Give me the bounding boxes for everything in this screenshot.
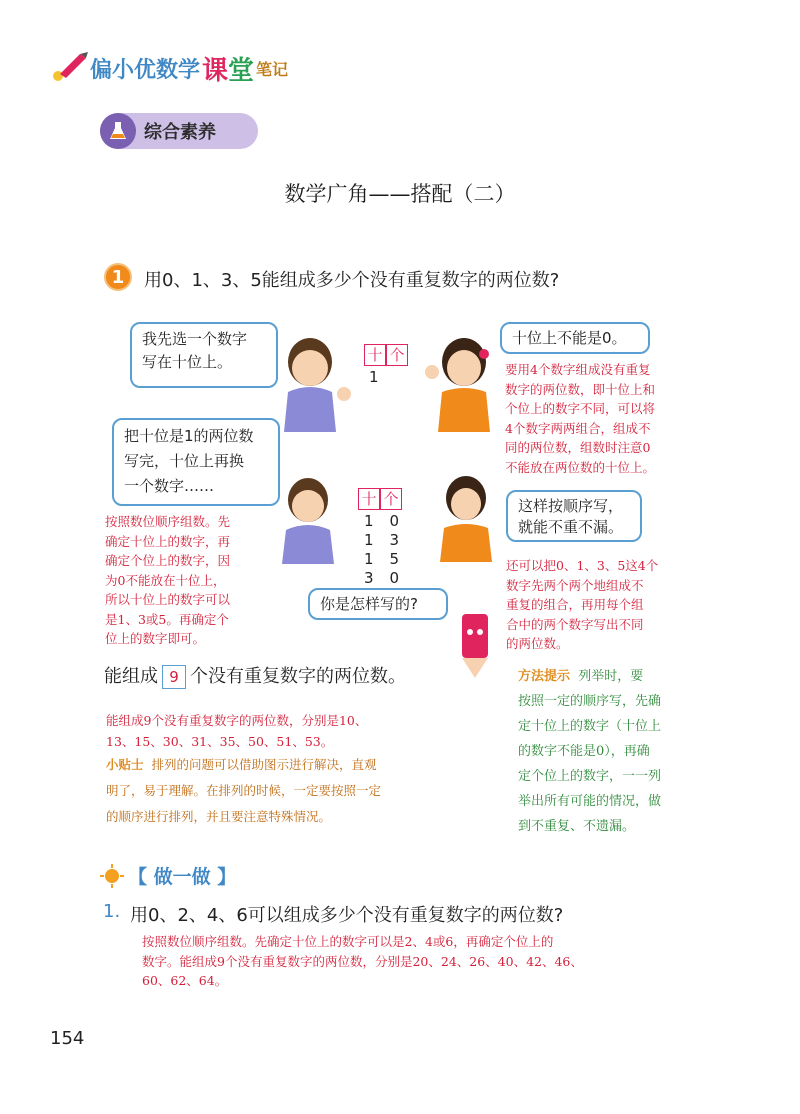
- ones-label: 个: [386, 344, 408, 366]
- tip-line: 的顺序进行排列，并且要注意特殊情况。: [106, 809, 332, 824]
- note-line: 不能放在两位数的十位上。: [505, 459, 656, 475]
- girl-speech-bubble-1: 十位上不能是0。: [500, 322, 650, 354]
- brand-biji: 笔记: [256, 59, 289, 79]
- brand-ke: 课: [202, 55, 229, 86]
- section-label: 综合素养: [144, 122, 216, 143]
- number-row: 1 3: [364, 531, 400, 549]
- bubble-line: 我先选一个数字: [142, 330, 248, 348]
- exercise-text: 用0、2、4、6可以组成多少个没有重复数字的两位数?: [130, 905, 564, 926]
- pencil-logo-icon: [50, 48, 90, 88]
- page-title: 数学广角——搭配（二）: [284, 182, 516, 206]
- question-number-badge: 1: [104, 263, 132, 291]
- method-title: 方法提示: [518, 669, 571, 684]
- note-line: 合中的两个数字写出不同: [506, 616, 644, 632]
- practice-header: [100, 862, 236, 889]
- page-number: 154: [50, 1028, 85, 1049]
- method-line: 举出所有可能的情况，做: [518, 794, 662, 809]
- note-line: 能组成9个没有重复数字的两位数，分别是10、: [106, 713, 368, 728]
- note-line: 要用4个数字组成没有重复: [505, 362, 651, 377]
- note-line: 数字先两个两个地组成不: [506, 577, 644, 593]
- note-line: 按照数位顺序组数。先: [105, 514, 231, 529]
- boy-figure-icon: [278, 474, 348, 564]
- question-text: 用0、1、3、5能组成多少个没有重复数字的两位数?: [144, 270, 560, 291]
- note-line: 的两位数。: [506, 636, 569, 651]
- method-line: 定个位上的数字，一一列: [518, 769, 662, 784]
- exercise-number: 1.: [103, 901, 121, 922]
- sun-icon: [100, 864, 124, 888]
- pencil-character-icon: [452, 610, 498, 680]
- place-value-header-2: [358, 488, 402, 510]
- bubble-line: 就能不重不漏。: [518, 518, 624, 536]
- boy-speech-bubble-2: [112, 418, 280, 506]
- tens-label: 十: [364, 344, 386, 366]
- note-line: 所以十位上的数字可以: [105, 592, 231, 607]
- tip-line: 排列的问题可以借助图示进行解决，直观: [151, 757, 377, 772]
- answer-box: 9: [162, 665, 186, 689]
- note-line: 确定十位上的数字，再: [105, 533, 231, 549]
- answer-annotation: [106, 710, 367, 752]
- place-value-header: [364, 344, 408, 366]
- note-line: 个位上的数字不同，可以将: [505, 401, 656, 416]
- bubble-line: 写在十位上。: [142, 353, 233, 371]
- note-line: 同的两位数，组数时注意0: [505, 440, 651, 455]
- boy-figure-icon: [278, 332, 358, 432]
- section-tab: [100, 113, 258, 149]
- bubble-line: 把十位是1的两位数: [124, 427, 254, 445]
- note-line: 为0不能放在十位上，: [105, 572, 226, 588]
- note-line: 还可以把0、1、3、5这4个: [506, 558, 659, 573]
- method-line: 的数字不能是0），再确: [518, 744, 650, 759]
- girl-figure-icon: [420, 332, 500, 432]
- method-line: 到不重复、不遗漏。: [518, 819, 636, 834]
- note-line: 60、62、64。: [142, 973, 228, 988]
- bubble-line: 一个数字……: [124, 477, 215, 495]
- girl-annotation: [505, 360, 655, 477]
- number-list: [364, 512, 399, 588]
- method-hint: [518, 664, 708, 839]
- bubble-line: 这样按顺序写，: [518, 497, 624, 515]
- first-digit: 1: [369, 368, 379, 386]
- answer-suffix: 个没有重复数字的两位数。: [190, 666, 406, 687]
- tip-line: 明了，易于理解。在排列的时候，一定要按照一定: [106, 783, 382, 798]
- practice-label: 【 做一做 】: [128, 866, 237, 888]
- note-line: 4个数字两两组合，组成不: [505, 420, 651, 436]
- number-row: 1 0: [364, 512, 400, 530]
- number-row: 3 0: [364, 569, 400, 587]
- brand-header: [50, 48, 288, 88]
- method-line: 按照一定的顺序写，先确: [518, 694, 662, 709]
- exercise-annotation: [142, 932, 742, 991]
- note-line: 位上的数字即可。: [105, 631, 206, 646]
- answer-sentence: [104, 662, 406, 689]
- note-line: 13、15、30、31、35、50、51、53。: [106, 734, 334, 749]
- girl-figure-icon: [432, 472, 502, 562]
- brand-tang: 堂: [228, 55, 255, 86]
- method-line: 定十位上的数字（十位上: [518, 719, 662, 734]
- method-line: 列举时，要: [578, 669, 644, 684]
- boy-speech-bubble-1: [130, 322, 278, 388]
- bubble-line: 写完，十位上再换: [124, 452, 245, 470]
- note-line: 重复的组合，再用每个组: [506, 597, 644, 612]
- right-annotation: [506, 556, 658, 654]
- pencil-speech-bubble: 你是怎样写的?: [308, 588, 448, 620]
- note-line: 确定个位上的数字，因: [105, 553, 231, 568]
- girl-speech-bubble-2: [506, 490, 642, 542]
- tip-title: 小贴士: [106, 757, 144, 772]
- ones-label: 个: [380, 488, 402, 510]
- answer-prefix: 能组成: [104, 666, 158, 687]
- flask-icon: [100, 113, 136, 149]
- boy-annotation: [105, 512, 230, 649]
- note-line: 按照数位顺序组数。先确定十位上的数字可以是2、4或6，再确定个位上的: [142, 934, 554, 949]
- note-line: 数字的两位数，即十位上和: [505, 381, 656, 397]
- note-line: 数字。能组成9个没有重复数字的两位数，分别是20、24、26、40、42、46、: [142, 953, 583, 969]
- number-row: 1 5: [364, 550, 400, 568]
- note-line: 是1、3或5。再确定个: [105, 611, 229, 627]
- tens-label: 十: [358, 488, 380, 510]
- tip-box: [106, 752, 486, 830]
- brand-name: 偏小优数学: [90, 57, 201, 83]
